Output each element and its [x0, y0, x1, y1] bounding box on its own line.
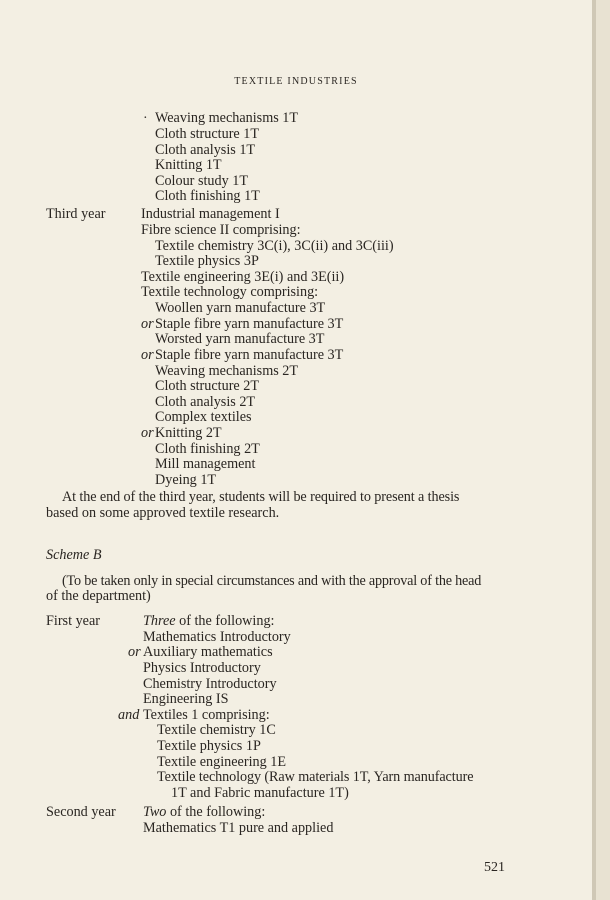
course-line: Knitting 2T [155, 425, 222, 441]
course-line: Staple fibre yarn manufacture 3T [155, 347, 344, 363]
course-line: Cloth structure 1T [155, 126, 260, 142]
course-line: Weaving mechanisms 1T [155, 110, 299, 126]
count-word: Two [143, 804, 167, 820]
course-line: Textiles 1 comprising: [143, 707, 270, 723]
course-line: Weaving mechanisms 2T [155, 363, 299, 379]
course-line: Textile technology comprising: [141, 284, 319, 300]
course-line: Textile chemistry 1C [157, 722, 276, 738]
course-line: Engineering IS [143, 691, 229, 707]
or-prefix: or [141, 316, 154, 332]
course-line: Physics Introductory [143, 660, 261, 676]
bullet-mark: · [143, 111, 148, 126]
course-line: Industrial management I [141, 206, 280, 222]
course-line: Complex textiles [155, 409, 252, 425]
course-line: Mill management [155, 456, 256, 472]
course-line-text: of the following: [166, 804, 266, 820]
course-line: Textile engineering 3E(i) and 3E(ii) [141, 269, 345, 285]
course-line: Knitting 1T [155, 157, 222, 173]
course-line: Mathematics T1 pure and applied [143, 820, 334, 836]
section-heading: Scheme B [46, 547, 102, 563]
course-line: Auxiliary mathematics [143, 644, 273, 660]
course-line: Textile chemistry 3C(i), 3C(ii) and 3C(iii) [155, 238, 394, 254]
course-line: Fibre science II comprising: [141, 222, 301, 238]
course-line: Textile physics 1P [157, 738, 261, 754]
course-line: Cloth analysis 1T [155, 142, 256, 158]
year-label: Second year [46, 804, 116, 820]
count-word: Three [143, 613, 176, 629]
course-line: Cloth finishing 2T [155, 441, 260, 457]
course-line: Textile technology (Raw materials 1T, Yarn manufacture [157, 769, 474, 785]
course-line: Woollen yarn manufacture 3T [155, 300, 326, 316]
course-line: Textile engineering 1E [157, 754, 287, 770]
year-label: First year [46, 613, 100, 629]
course-line [143, 613, 274, 629]
course-line: Cloth finishing 1T [155, 188, 260, 204]
or-prefix: or [141, 347, 154, 363]
paragraph-line: (To be taken only in special circumstances and with the approval of the head [62, 573, 482, 589]
course-line: Staple fibre yarn manufacture 3T [155, 316, 344, 332]
running-head: TEXTILE INDUSTRIES [234, 76, 358, 87]
paragraph-line: based on some approved textile research. [46, 505, 280, 521]
or-prefix: or [128, 644, 141, 660]
paragraph-line: At the end of the third year, students will be required to present a thesis [62, 489, 460, 505]
course-line: Dyeing 1T [155, 472, 217, 488]
and-prefix: and [118, 707, 140, 723]
course-line: Mathematics Introductory [143, 629, 291, 645]
paragraph-line: of the department) [46, 588, 151, 604]
course-line: Chemistry Introductory [143, 676, 277, 692]
course-line: Cloth structure 2T [155, 378, 260, 394]
page-number: 521 [484, 860, 505, 875]
course-line: 1T and Fabric manufacture 1T) [171, 785, 349, 801]
course-line [143, 804, 265, 820]
course-line: Colour study 1T [155, 173, 249, 189]
course-line: Textile physics 3P [155, 253, 259, 269]
course-line: Cloth analysis 2T [155, 394, 256, 410]
or-prefix: or [141, 425, 154, 441]
course-line: Worsted yarn manufacture 3T [155, 331, 325, 347]
course-line-text: of the following: [175, 613, 275, 629]
year-label: Third year [46, 206, 106, 222]
